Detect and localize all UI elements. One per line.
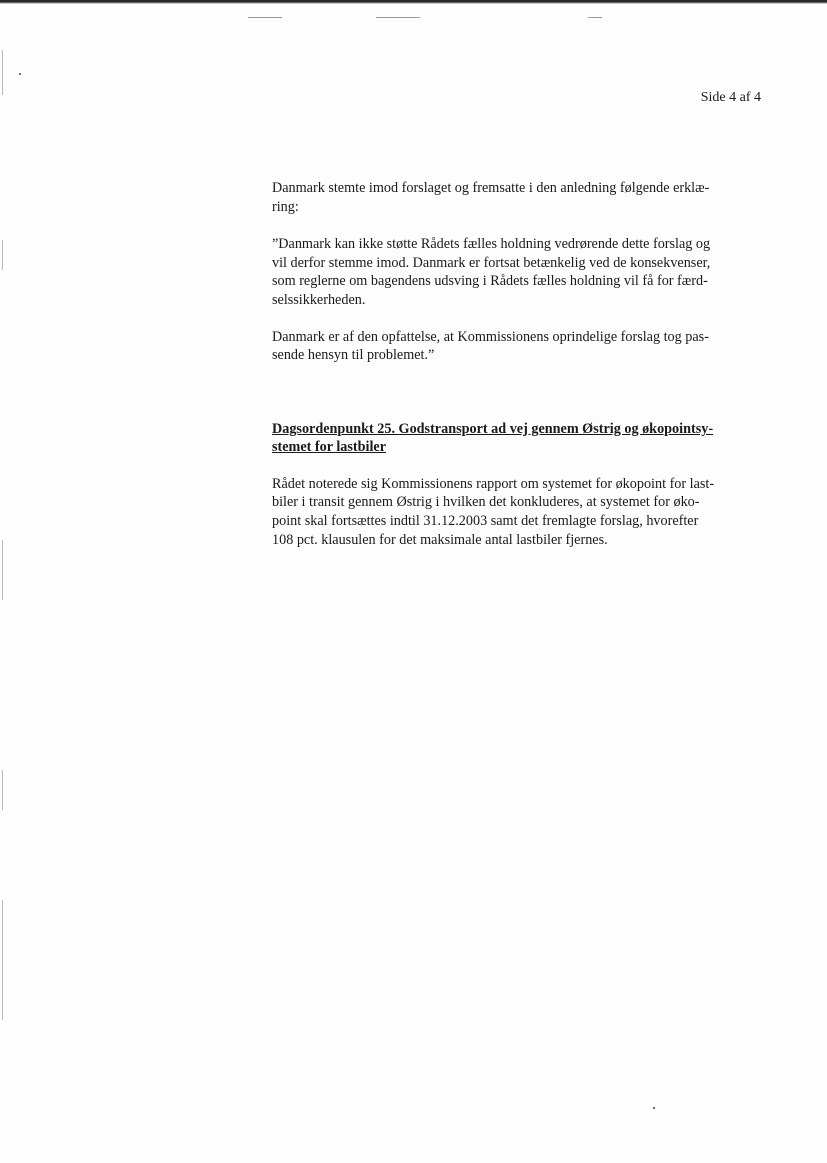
text-line: som reglerne om bagendens udsving i Rådets fælles holdning vil få for færd- xyxy=(272,273,708,290)
paragraph-declaration-quote xyxy=(272,235,752,309)
scan-artifact-dash xyxy=(376,17,420,18)
scan-top-edge xyxy=(0,0,827,4)
text-line: biler i transit gennem Østrig i hvilken det konkluderes, at systemet for øko- xyxy=(272,494,700,511)
paragraph-declaration-continued xyxy=(272,328,752,365)
scan-artifact-dash xyxy=(588,17,602,18)
text-line: Danmark stemte imod forslaget og fremsatte i den anledning følgende erklæ- xyxy=(272,180,710,196)
page-number: Side 4 af 4 xyxy=(700,90,761,105)
text-line: ring: xyxy=(272,198,299,215)
scan-artifact-dash xyxy=(248,17,282,18)
text-line: ”Danmark kan ikke støtte Rådets fælles holdning vedrørende dette forslag og xyxy=(272,236,711,253)
scan-left-edge-line xyxy=(2,50,3,95)
text-line: Danmark er af den opfattelse, at Kommissionens oprindelige forslag tog pas- xyxy=(272,328,709,345)
text-line: vil derfor stemme imod. Danmark er fortsat betænkelig ved de konsekvenser, xyxy=(272,254,711,271)
scan-left-edge-line xyxy=(2,540,3,600)
text-line: point skal fortsættes indtil 31.12.2003 samt det fremlagte forslag, hvorefter xyxy=(272,512,699,529)
scan-left-edge-line xyxy=(2,240,3,270)
text-line: 108 pct. klausulen for det maksimale antal lastbiler fjernes. xyxy=(272,531,608,548)
scan-speck xyxy=(653,1107,655,1109)
heading-line: Dagsordenpunkt 25. Godstransport ad vej gennem Østrig og økopointsy- xyxy=(272,420,714,437)
paragraph-danish-vote xyxy=(272,179,752,216)
scan-left-edge-line xyxy=(2,900,3,1020)
document-body xyxy=(272,179,752,549)
scan-left-edge-line xyxy=(2,770,3,810)
scan-speck xyxy=(19,73,21,75)
text-line: selssikkerheden. xyxy=(272,291,366,308)
paragraph-council-report xyxy=(272,475,752,549)
heading-line: stemet for lastbiler xyxy=(272,438,386,455)
text-line: sende hensyn til problemet.” xyxy=(272,347,435,364)
text-line: Rådet noterede sig Kommissionens rapport om systemet for økopoint for last- xyxy=(272,475,715,492)
agenda-item-heading xyxy=(272,420,752,456)
